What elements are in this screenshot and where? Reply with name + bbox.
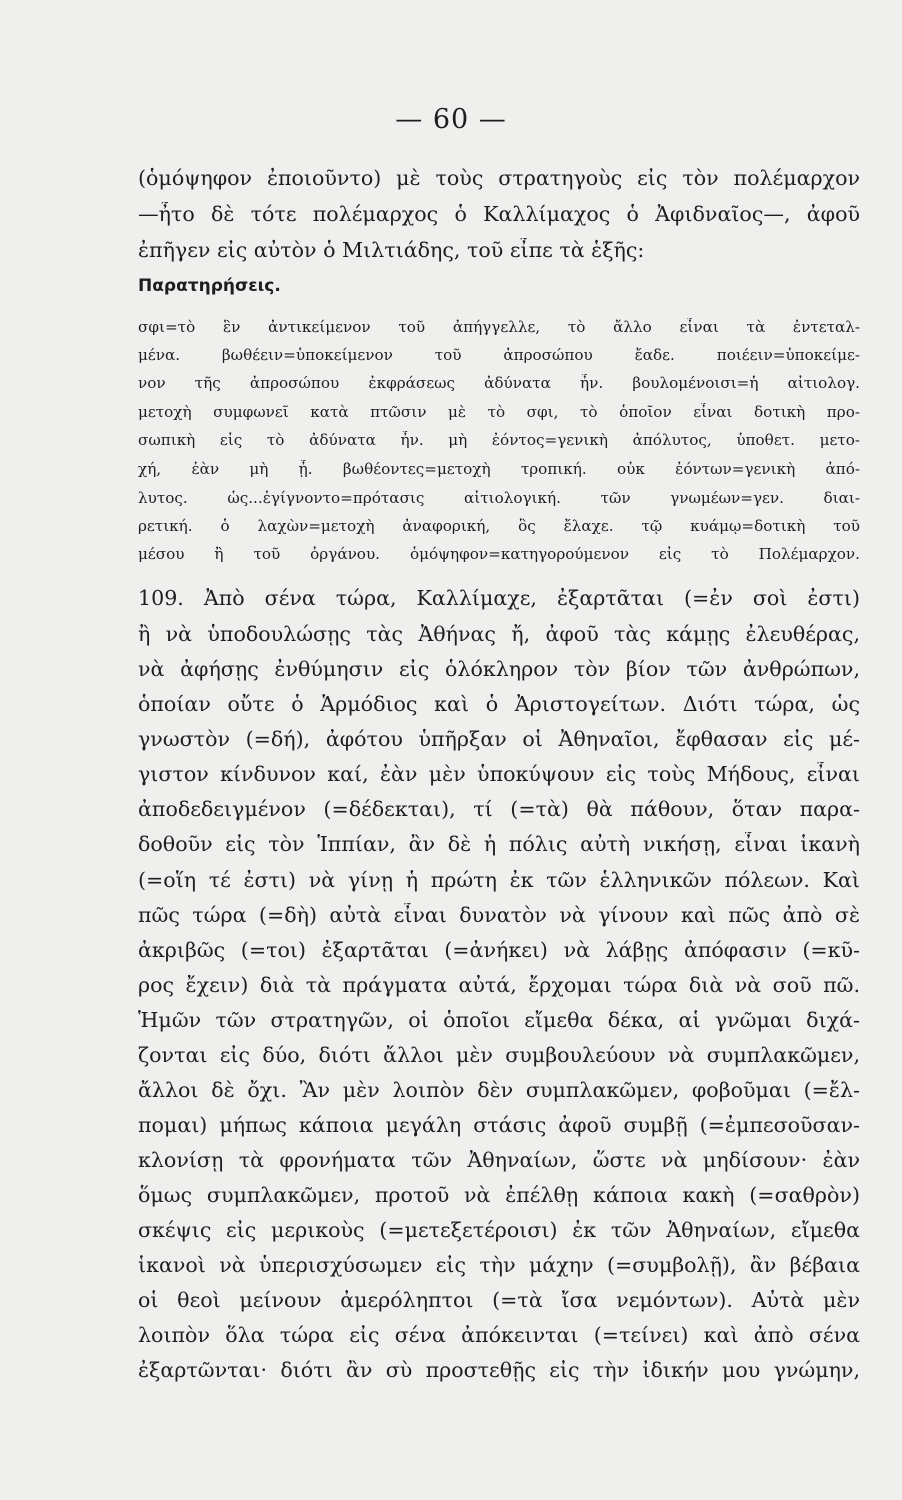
text-line: πομαι) μήπως κάποια μεγάλη στάσις ἀφοῦ συμβῇ (=ἐμπεσοῦσαν- [138,1113,860,1137]
text-line: ὅμως συμπλακῶμεν, προτοῦ νὰ ἐπέλθῃ κάποια κακὴ (=σαθρὸν) [138,1183,860,1207]
page-number: — 60 — [395,104,507,135]
note-line: μετοχὴ συμφωνεῖ κατὰ πτῶσιν μὲ τὸ σφι, τὸ ὁποῖον εἶναι δοτικὴ προ- [138,403,860,421]
text-line: 109. Ἀπὸ σένα τώρα, Καλλίμαχε, ἐξαρτᾶται (=ἐν σοὶ ἐστι) [138,586,860,610]
note-line: ρετική. ὁ λαχὼν=μετοχὴ ἀναφορική, ὃς ἔλαχε. τῷ κυάμῳ=δοτικὴ τοῦ [138,517,860,535]
note-line: λυτος. ὡς...ἐγίγνοντο=πρότασις αἰτιολογική. τῶν γνωμέων=γεν. διαι- [138,489,860,507]
text-line: ὁποίαν οὔτε ὁ Ἁρμόδιος καὶ ὁ Ἀριστογείτων. Διότι τώρα, ὡς [138,692,860,716]
text-line: οἱ θεοὶ μείνουν ἀμερόληπτοι (=τὰ ἴσα νεμόντων). Αὐτὰ μὲν [138,1288,860,1312]
text-line: κλονίσῃ τὰ φρονήματα τῶν Ἀθηναίων, ὥστε νὰ μηδίσουν· ἐὰν [138,1148,860,1172]
text-line: γνωστὸν (=δή), ἀφότου ὑπῆρξαν οἱ Ἀθηναῖοι, ἔφθασαν εἰς μέ- [138,727,860,751]
text-line: ἐπῆγεν εἰς αὐτὸν ὁ Μιλτιάδης, τοῦ εἶπε τὰ ἑξῆς: [138,238,645,262]
text-line: ἐξαρτῶνται· διότι ἂν σὺ προστεθῇς εἰς τὴν ἰδικήν μου γνώμην, [138,1358,860,1382]
text-line: (ὁμόψηφον ἐποιοῦντο) μὲ τοὺς στρατηγοὺς εἰς τὸν πολέμαρχον [138,166,860,190]
notes-heading: Παρατηρήσεις. [138,276,281,296]
text-line: ἱκανοὶ νὰ ὑπερισχύσωμεν εἰς τὴν μάχην (=συμβολῇ), ἂν βέβαια [138,1253,860,1277]
text-line: γιστον κίνδυνον καί, ἐὰν μὲν ὑποκύψουν εἰς τοὺς Μήδους, εἶναι [138,762,860,786]
note-line: νον τῆς ἀπροσώπου ἐκφράσεως ἀδύνατα ἦν. βουλομένοισι=ἡ αἰτιολογ. [138,374,860,392]
text-line: ζονται εἰς δύο, διότι ἄλλοι μὲν συμβουλεύουν νὰ συμπλακῶμεν, [138,1043,860,1067]
text-line: ἀποδεδειγμένον (=δέδεκται), τί (=τὰ) θὰ πάθουν, ὅταν παρα- [138,797,860,821]
text-line: δοθοῦν εἰς τὸν Ἱππίαν, ἂν δὲ ἡ πόλις αὐτὴ νικήσῃ, εἶναι ἱκανὴ [138,832,860,856]
note-line: χή, ἐὰν μὴ ᾖ. βωθέοντες=μετοχὴ τροπική. οὐκ ἐόντων=γενικὴ ἀπό- [138,460,860,478]
text-line: πῶς τώρα (=δὴ) αὐτὰ εἶναι δυνατὸν νὰ γίνουν καὶ πῶς ἀπὸ σὲ [138,903,860,927]
text-line: ἄλλοι δὲ ὄχι. Ἂν μὲν λοιπὸν δὲν συμπλακῶμεν, φοβοῦμαι (=ἔλ- [138,1078,860,1102]
text-line: νὰ ἀφήσῃς ἐνθύμησιν εἰς ὁλόκληρον τὸν βίον τῶν ἀνθρώπων, [138,657,860,681]
text-line: ρος ἔχειν) διὰ τὰ πράγματα αὐτά, ἔρχομαι τώρα διὰ νὰ σοῦ πῶ. [138,973,860,997]
note-line: μένα. βωθέειν=ὑποκείμενον τοῦ ἀπροσώπου ἔαδε. ποιέειν=ὑποκείμε- [138,346,860,364]
text-line: ἀκριβῶς (=τοι) ἐξαρτᾶται (=ἀνήκει) νὰ λάβῃς ἀπόφασιν (=κῦ- [138,938,860,962]
text-line: ἢ νὰ ὑποδουλώσῃς τὰς Ἀθήνας ἤ, ἀφοῦ τὰς κάμῃς ἐλευθέρας, [138,622,860,646]
text-line: (=οἵη τέ ἐστι) νὰ γίνῃ ἡ πρώτη ἐκ τῶν ἑλληνικῶν πόλεων. Καὶ [138,868,860,892]
text-line: σκέψις εἰς μερικοὺς (=μετεξετέροισι) ἐκ τῶν Ἀθηναίων, εἴμεθα [138,1218,860,1242]
note-line: σφι=τὸ ἓν ἀντικείμενον τοῦ ἀπήγγελλε, τὸ ἄλλο εἶναι τὰ ἐντεταλ- [138,318,860,336]
note-line: μέσου ἢ τοῦ ὀργάνου. ὁμόψηφον=κατηγορούμενον εἰς τὸ Πολέμαρχον. [138,545,860,563]
text-line: —ἦτο δὲ τότε πολέμαρχος ὁ Καλλίμαχος ὁ Ἀφιδναῖος—, ἀφοῦ [138,202,860,226]
text-line: Ἡμῶν τῶν στρατηγῶν, οἱ ὁποῖοι εἴμεθα δέκα, αἱ γνῶμαι διχά- [138,1008,860,1032]
note-line: σωπικὴ εἰς τὸ ἀδύνατα ἦν. μὴ ἐόντος=γενικὴ ἀπόλυτος, ὑποθετ. μετο- [138,431,860,449]
text-line: λοιπὸν ὅλα τώρα εἰς σένα ἀπόκεινται (=τείνει) καὶ ἀπὸ σένα [138,1323,860,1347]
